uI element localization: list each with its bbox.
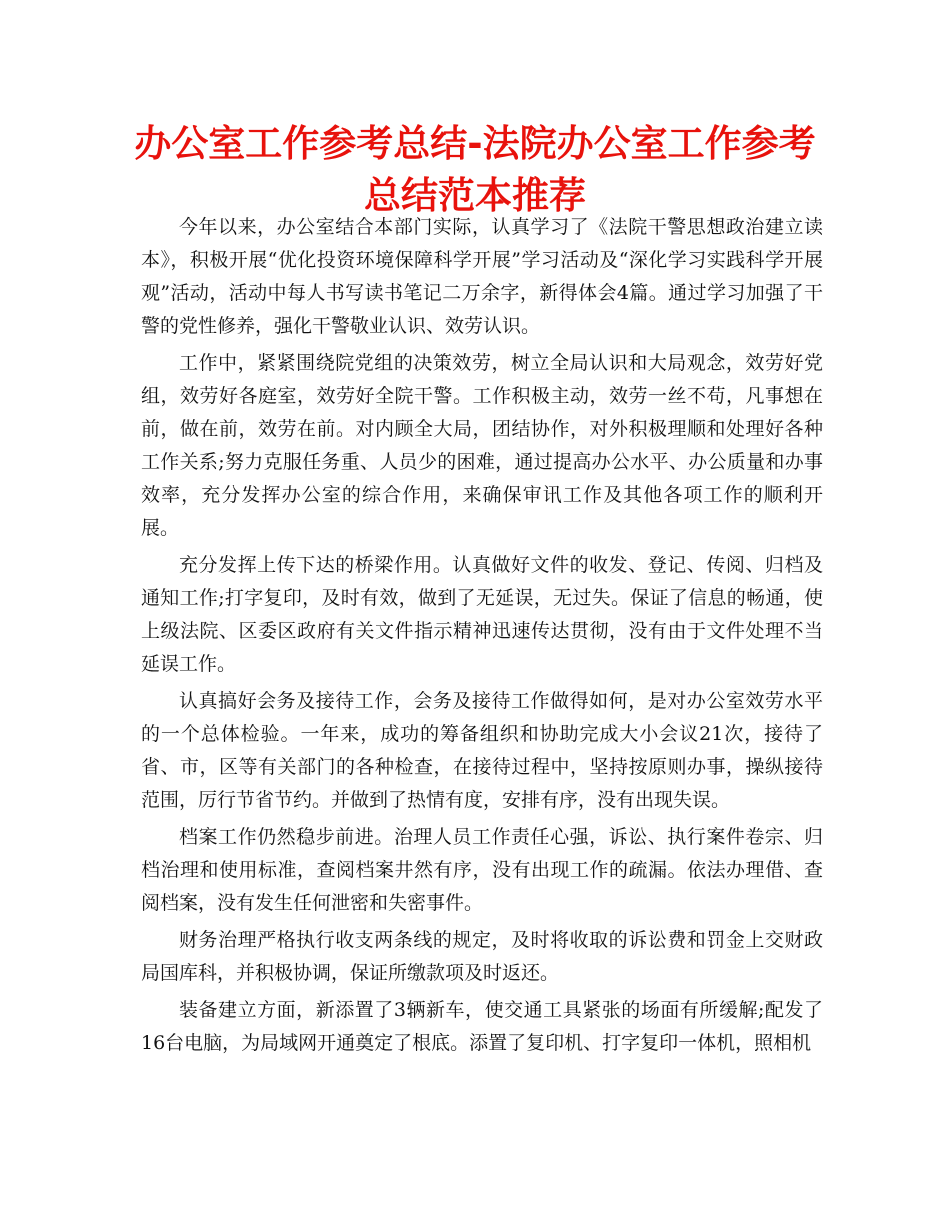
paragraph: 充分发挥上传下达的桥梁作用。认真做好文件的收发、登记、传阅、归档及通知工作;打字复印，及时有效，做到了无延误，无过失。保证了信息的畅通，使上级法院、区委区政府有关文件指示精神迅速传达贯彻，没有由于文件处理不当延误工作。 bbox=[141, 554, 823, 675]
document-title: 办公室工作参考总结-法院办公室工作参考总结范本推荐 bbox=[134, 122, 816, 217]
paragraph: 今年以来，办公室结合本部门实际，认真学习了《法院干警思想政治建立读本》，积极开展“优化投资环境保障科学开展”学习活动及“深化学习实践科学开展观”活动，活动中每人书写读书笔记二万余字，新得体会4篇。通过学习加强了干警的党性修养，强化干警敬业认识、效劳认识。 bbox=[141, 216, 823, 337]
paragraph: 财务治理严格执行收支两条线的规定，及时将收取的诉讼费和罚金上交财政局国库科，并积极协调，保证所缴款项及时返还。 bbox=[141, 929, 823, 984]
paragraph: 装备建立方面，新添置了3辆新车，使交通工具紧张的场面有所缓解;配发了16台电脑，为局域网开通奠定了根底。添置了复印机、打字复印一体机，照相机 bbox=[141, 999, 823, 1054]
paragraph: 认真搞好会务及接待工作，会务及接待工作做得如何，是对办公室效劳水平的一个总体检验。一年来，成功的筹备组织和协助完成大小会议21次，接待了省、市，区等有关部门的各种检查，在接待过程中，坚持按原则办事，操纵接待范围，厉行节省节约。并做到了热情有度，安排有序，没有出现失误。 bbox=[141, 690, 823, 811]
document-body bbox=[141, 211, 823, 1064]
paragraph: 工作中，紧紧围绕院党组的决策效劳，树立全局认识和大局观念，效劳好党组，效劳好各庭室，效劳好全院干警。工作积极主动，效劳一丝不苟，凡事想在前，做在前，效劳在前。对内顾全大局，团结协作，对外积极理顺和处理好各种工作关系;努力克服任务重、人员少的困难，通过提高办公水平、办公质量和办事效率，充分发挥办公室的综合作用，来确保审讯工作及其他各项工作的顺利开展。 bbox=[141, 352, 823, 539]
paragraph: 档案工作仍然稳步前进。治理人员工作责任心强，诉讼、执行案件卷宗、归档治理和使用标准，查阅档案井然有序，没有出现工作的疏漏。依法办理借、查阅档案，没有发生任何泄密和失密事件。 bbox=[141, 826, 823, 914]
